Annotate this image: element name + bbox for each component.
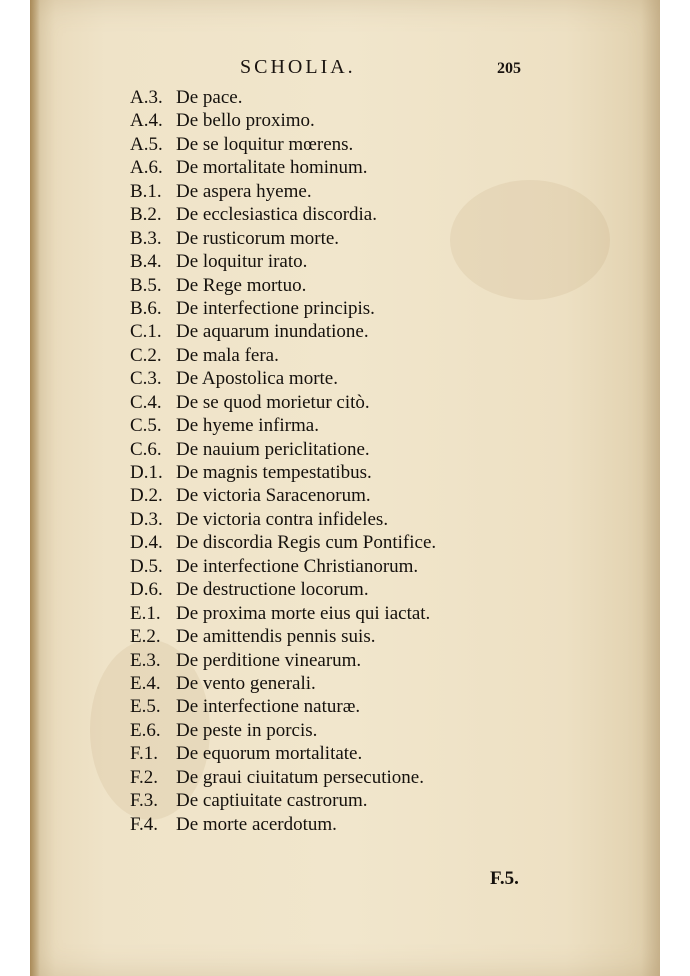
entry-code: C.2. (130, 344, 162, 366)
entry-code: B.6. (130, 297, 162, 319)
entry-text: De captiuitate castrorum. (176, 790, 368, 812)
scholia-entry (130, 344, 436, 367)
entry-text: De discordia Regis cum Pontifice. (176, 532, 437, 554)
entry-code: D.3. (130, 508, 163, 530)
scholia-entry (130, 156, 436, 179)
entry-code: E.6. (130, 719, 161, 741)
entry-text: De interfectione naturæ. (176, 696, 361, 718)
scholia-entry (130, 391, 436, 414)
page-gutter (30, 0, 40, 976)
scholia-entry (130, 297, 436, 320)
scholia-entry (130, 274, 436, 297)
entry-code: E.5. (130, 696, 161, 718)
entry-text: De hyeme infirma. (176, 415, 319, 437)
scholia-entry (130, 578, 436, 601)
entry-text: De nauium periclitatione. (176, 438, 370, 460)
entry-code: A.4. (130, 110, 163, 132)
entry-code: A.6. (130, 157, 163, 179)
entry-code: E.3. (130, 649, 161, 671)
entry-text: De victoria contra infideles. (176, 508, 389, 530)
entry-code: B.1. (130, 180, 162, 202)
entry-code: C.4. (130, 391, 162, 413)
entry-text: De amittendis pennis suis. (176, 626, 376, 648)
entry-code: D.5. (130, 555, 163, 577)
entry-text: De peste in porcis. (176, 719, 318, 741)
scholia-entry (130, 742, 436, 765)
scholia-entry (130, 508, 436, 531)
entry-code: B.5. (130, 274, 162, 296)
entry-text: De mala fera. (176, 344, 279, 366)
entry-code: F.4. (130, 813, 159, 835)
entry-text: De aquarum inundatione. (176, 321, 369, 343)
scholia-entry (130, 438, 436, 461)
entry-text: De victoria Saracenorum. (176, 485, 371, 507)
catchword: F.5. (490, 868, 519, 889)
scholia-entry (130, 649, 436, 672)
entry-text: De Apostolica morte. (176, 368, 338, 390)
entry-text: De equorum mortalitate. (176, 743, 363, 765)
entry-text: De se quod morietur citò. (176, 391, 370, 413)
scholia-entry (130, 789, 436, 812)
entry-text: De destructione locorum. (176, 579, 369, 601)
scholia-entry (130, 695, 436, 718)
entry-text: De bello proximo. (176, 110, 315, 132)
scholia-entry (130, 813, 436, 836)
scholia-entry (130, 414, 436, 437)
scholia-entry (130, 320, 436, 343)
scholia-entry (130, 555, 436, 578)
entry-text: De vento generali. (176, 672, 316, 694)
scholia-entry (130, 109, 436, 132)
entry-code: C.6. (130, 438, 162, 460)
entry-code: C.5. (130, 415, 162, 437)
entry-code: D.4. (130, 532, 163, 554)
entry-text: De Rege mortuo. (176, 274, 307, 296)
entry-text: De interfectione Christianorum. (176, 555, 419, 577)
entry-code: E.4. (130, 672, 161, 694)
entry-code: F.1. (130, 743, 159, 765)
scholia-entry (130, 461, 436, 484)
entry-text: De proxima morte eius qui iactat. (176, 602, 431, 624)
entry-text: De pace. (176, 87, 243, 108)
entry-text: De loquitur irato. (176, 251, 308, 273)
scholia-entry (130, 625, 436, 648)
scholia-entry (130, 484, 436, 507)
scholia-entry (130, 672, 436, 695)
entry-text: De magnis tempestatibus. (176, 462, 372, 483)
entry-code: D.1. (130, 462, 163, 483)
entry-text: De rusticorum morte. (176, 227, 340, 249)
entry-code: D.6. (130, 579, 163, 601)
entry-code: D.2. (130, 485, 163, 507)
entry-code: A.5. (130, 133, 163, 155)
scholia-entry (130, 203, 436, 226)
entry-code: B.4. (130, 251, 162, 273)
scholia-entry (130, 86, 436, 109)
scholia-list (130, 86, 436, 836)
scholia-entry (130, 227, 436, 250)
entry-text: De se loquitur mœrens. (176, 133, 354, 155)
paper-stain (450, 180, 610, 300)
entry-code: B.2. (130, 204, 162, 226)
entry-code: E.2. (130, 626, 161, 648)
entry-text: De ecclesiastica discordia. (176, 204, 377, 226)
entry-code: C.3. (130, 368, 162, 390)
running-title: SCHOLIA. (240, 56, 356, 78)
scholia-entry (130, 531, 436, 554)
entry-text: De aspera hyeme. (176, 180, 312, 202)
entry-text: De perditione vinearum. (176, 649, 362, 671)
entry-text: De graui ciuitatum persecutione. (176, 766, 424, 788)
scholia-entry (130, 250, 436, 273)
scholia-entry (130, 367, 436, 390)
scholia-entry (130, 766, 436, 789)
scholia-entry (130, 133, 436, 156)
entry-code: E.1. (130, 602, 161, 624)
entry-text: De mortalitate hominum. (176, 157, 368, 179)
entry-text: De morte acerdotum. (176, 813, 337, 835)
entry-text: De interfectione principis. (176, 297, 375, 319)
entry-code: A.3. (130, 87, 163, 108)
scholia-entry (130, 719, 436, 742)
scholia-entry (130, 180, 436, 203)
scholia-entry (130, 602, 436, 625)
entry-code: C.1. (130, 321, 162, 343)
entry-code: F.3. (130, 790, 159, 812)
entry-code: F.2. (130, 766, 159, 788)
page-number: 205 (497, 60, 521, 77)
entry-code: B.3. (130, 227, 162, 249)
